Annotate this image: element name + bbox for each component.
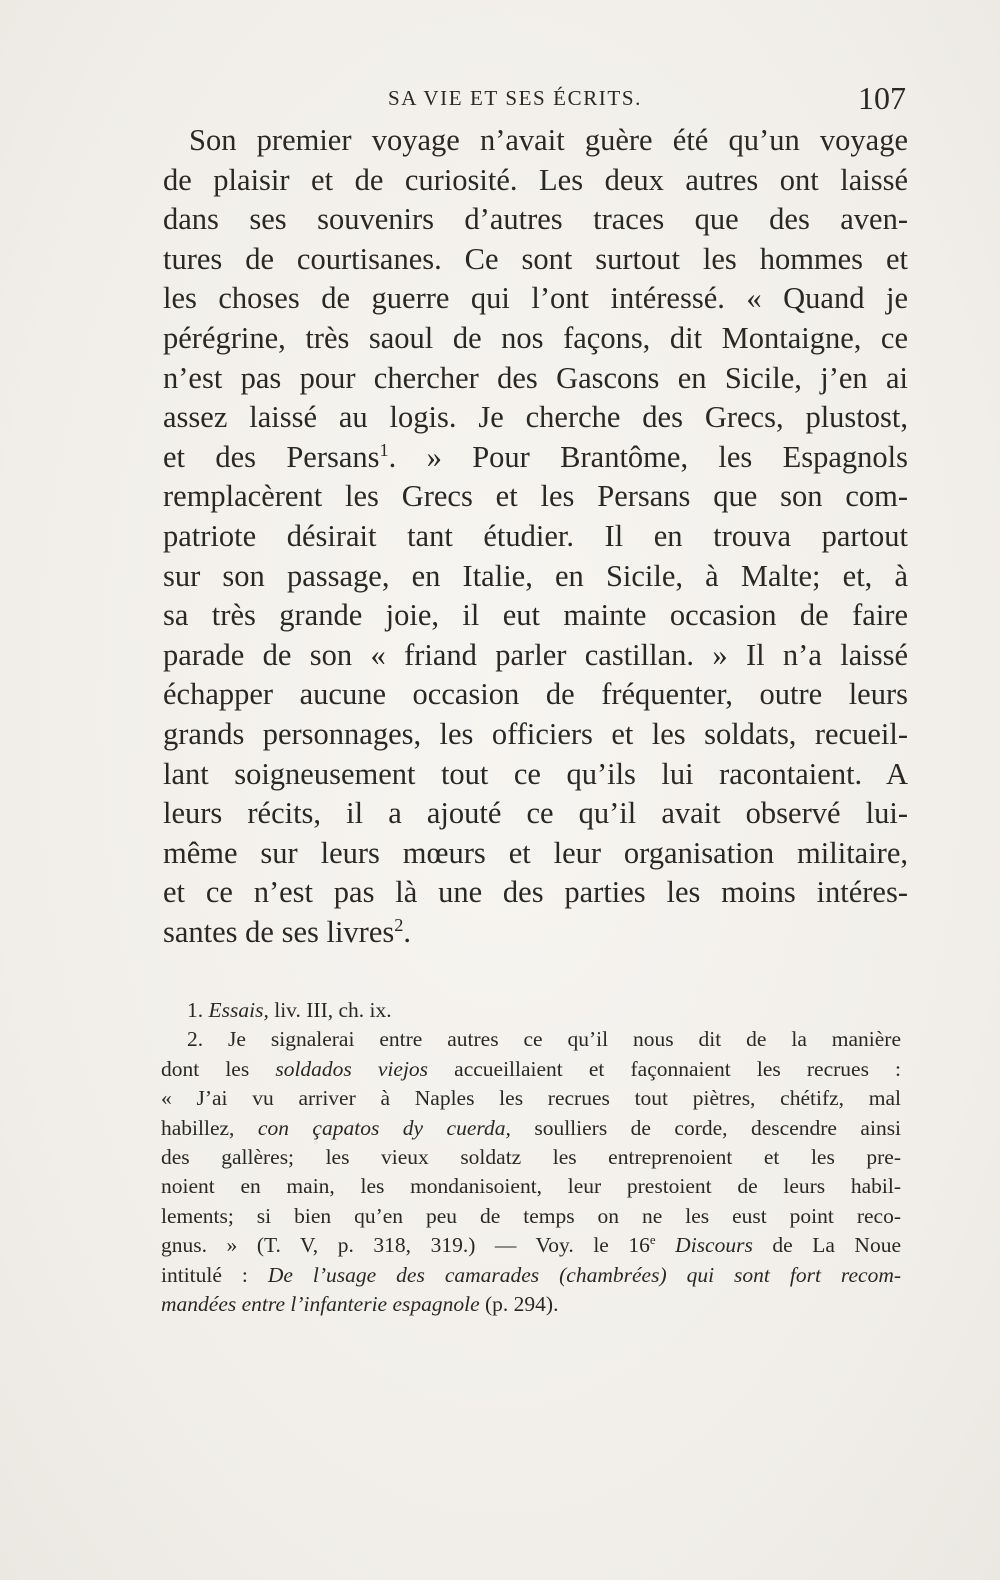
footnote-ref-1: 1 [379, 439, 389, 460]
footnote-line: dont les soldados viejos accueillaient et façonnaient les recrues : [161, 1056, 902, 1081]
running-title: SA VIE ET SES ÉCRITS. [388, 86, 642, 110]
text-line: sa très grande joie, il eut mainte occasion de faire [163, 598, 908, 633]
footnote-line-last: mandées entre l’infanterie espagnole (p. 294). [161, 1291, 559, 1316]
text-line: lant soigneusement tout ce qu’ils lui racontaient. A [163, 756, 908, 791]
text-line: dans ses souvenirs d’autres traces que des aven- [163, 202, 908, 237]
footnote-line: lements; si bien qu’en peu de temps on ne les eust point reco- [161, 1203, 901, 1228]
page-number: 107 [858, 80, 906, 116]
text-line: les choses de guerre qui l’ont intéressé. « Quand je [163, 281, 908, 316]
text-line: remplacèrent les Grecs et les Persans que son com- [163, 479, 908, 514]
footnote-line: intitulé : De l’usage des camarades (chambrées) qui sont fort recom- [161, 1262, 902, 1287]
text-line: grands personnages, les officiers et les soldats, recueil- [163, 716, 908, 751]
text-line: tures de courtisanes. Ce sont surtout les hommes et [163, 241, 908, 276]
text-line: n’est pas pour chercher des Gascons en Sicile, j’en ai [163, 360, 908, 395]
text-line: pérégrine, très saoul de nos façons, dit Montaigne, ce [163, 320, 908, 355]
text-line: parade de son « friand parler castillan. » Il n’a laissé [163, 637, 908, 672]
footnotes [161, 996, 901, 1319]
footnote-line: des gallères; les vieux soldatz les entreprenoient et les pre- [161, 1144, 901, 1169]
body-text [163, 121, 908, 952]
text-line: patriote désirait tant étudier. Il en trouva partout [163, 518, 908, 553]
text-line: sur son passage, en Italie, en Sicile, à Malte; et, à [163, 558, 908, 593]
footnote-line: habillez, con çapatos dy cuerda, soulliers de corde, descendre ainsi [161, 1115, 902, 1140]
text-line: assez laissé au logis. Je cherche des Grecs, plustost, [163, 400, 908, 435]
text-line: et ce n’est pas là une des parties les moins intéres- [163, 875, 908, 910]
text-line: leurs récits, il a ajouté ce qu’il avait observé lui- [163, 796, 908, 831]
text-line: de plaisir et de curiosité. Les deux autres ont laissé [163, 162, 908, 197]
text-line-last: santes de ses livres$^2$. [163, 914, 412, 949]
running-head [160, 82, 910, 118]
footnote-line: « J’ai vu arriver à Naples les recrues tout piètres, chétifz, mal [161, 1086, 901, 1111]
footnote-line: noient en main, les mondanisoient, leur prestoient de leurs habil- [161, 1174, 901, 1199]
footnote-2: 2. Je signalerai entre autres ce qu’il nous dit de la manière [187, 1027, 902, 1052]
footnote-1: 1. Essais, liv. III, ch. ix. [187, 998, 392, 1022]
text-line: échapper aucune occasion de fréquenter, outre leurs [163, 677, 908, 712]
footnote-line: gnus. » (T. V, p. 318, 319.) — Voy. le 16e Discours de La Noue [161, 1232, 901, 1258]
footnote-ref-2: 2 [394, 914, 404, 935]
text-line: même sur leurs mœurs et leur organisation militaire, [163, 835, 908, 870]
text-line: Son premier voyage n’avait guère été qu’un voyage [189, 123, 908, 157]
text-line: et des Persans$^1$. » Pour Brantôme, les Espagnols [163, 439, 908, 474]
